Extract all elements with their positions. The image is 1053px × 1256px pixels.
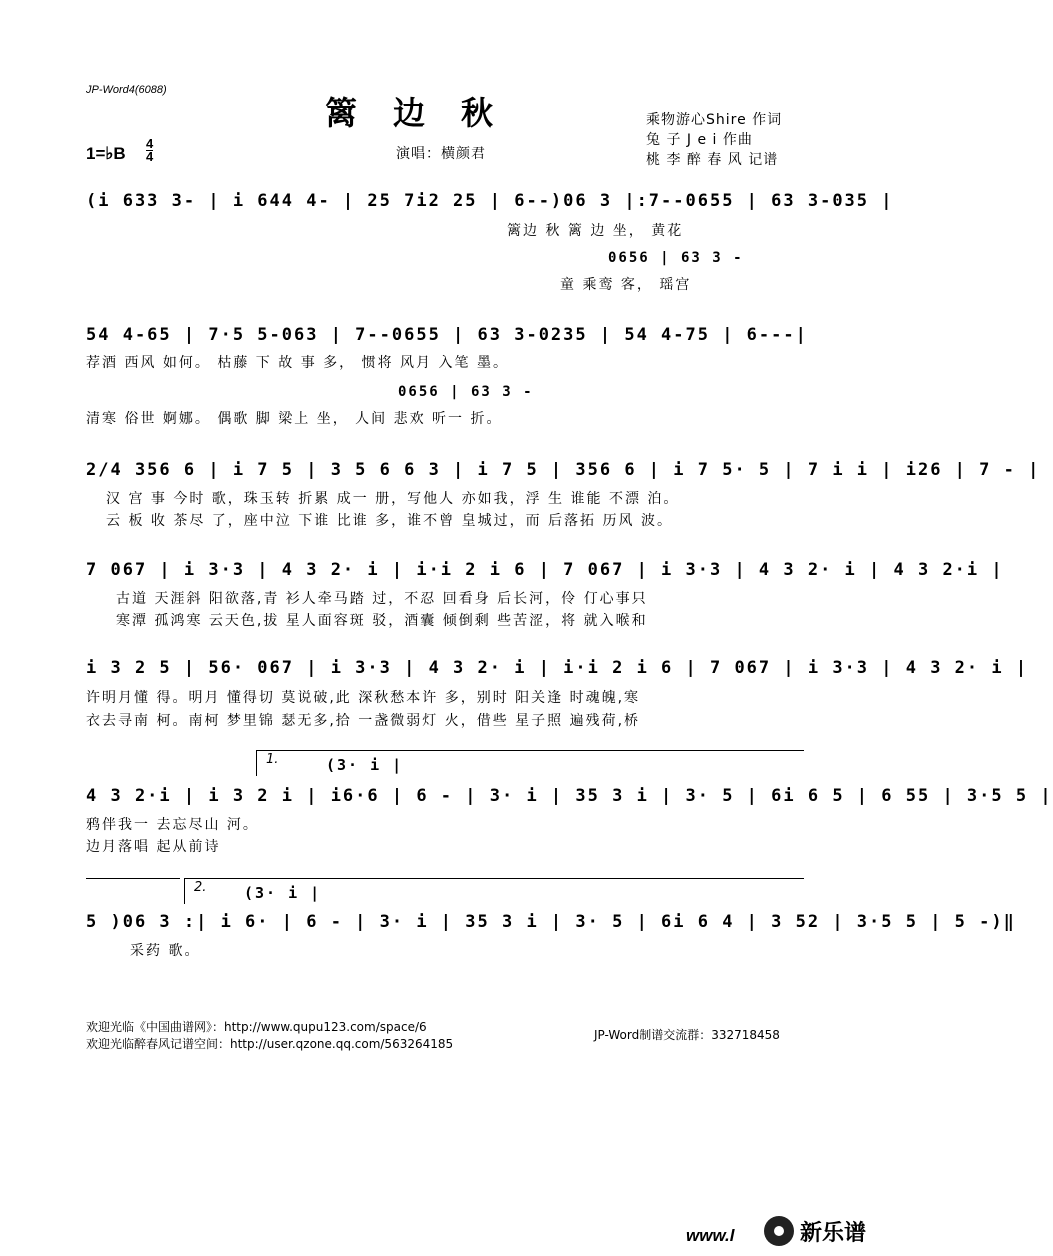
notation-row-4: 7 067 | i 3·3 | 4 3 2· i | i·i 2 i 6 | 7 067 | i 3·3 | 4 3 2· i | 4 3 2·i | (86, 560, 1004, 580)
notation-row-5: i 3 2 5 | 56· 067 | i 3·3 | 4 3 2· i | i·i 2 i 6 | 7 067 | i 3·3 | 4 3 2· i | (86, 658, 1029, 678)
volta-1-bracket (256, 750, 804, 751)
composer-credit: 兔 子 J e i 作曲 (646, 132, 753, 148)
watermark-url: www.l (686, 1226, 735, 1245)
footer-link-qupu: 欢迎光临《中国曲谱网》：http://www.qupu123.com/space/6 (86, 1020, 427, 1034)
transcriber-credit: 桃 李 醉 春 风 记谱 (646, 152, 779, 168)
time-signature (146, 138, 153, 163)
notation-row-3: 2/4 356 6 | i 7 5 | 3 5 6 6 3 | i 7 5 | 356 6 | i 7 5· 5 | 7 i i | i26 | 7 - | (86, 460, 1041, 480)
lyric-row-2-verse-1: 荐酒 西风 如何。 枯藤 下 故 事 多， 惯将 风月 入笔 墨。 (86, 355, 509, 371)
volta-2-bracket-left (184, 878, 185, 904)
lyric-row-3-verse-2: 云 板 收 茶尽 了，座中泣 下谁 比谁 多，谁不曾 皇城过，而 后落拓 历风 波。 (106, 513, 673, 529)
time-sig-top: 4 (146, 136, 154, 151)
volta-1-notes: (3· i | (326, 756, 404, 774)
singer-credit: 演唱：横颜君 (396, 146, 486, 162)
lyric-row-4-verse-1: 古道 天涯斜 阳欲落,青 衫人牵马踏 过，不忍 回看身 后长河，伶 仃心事只 (116, 591, 648, 607)
notation-row-2-alt: 0656 | 63 3 - (398, 384, 534, 400)
key-signature: 1=♭B (86, 144, 126, 163)
notation-row-6: 4 3 2·i | i 3 2 i | i6·6 | 6 - | 3· i | 35 3 i | 3· 5 | 6i 6 5 | 6 55 | 3·5 5 | (86, 786, 1053, 806)
lyric-row-4-verse-2: 寒潭 孤鸿寒 云天色,拔 星人面容斑 驳，酒囊 倾倒剩 些苦涩，将 就入喉和 (116, 613, 648, 629)
footer-link-qzone: 欢迎光临醉春风记谱空间：http://user.qzone.qq.com/563264185 (86, 1037, 454, 1051)
lyric-row-1-verse-1: 篱边 秋 篱 边 坐， 黄花 (507, 223, 684, 239)
song-title: 篱边秋 (325, 94, 530, 132)
volta-1-continuation (86, 878, 180, 879)
volta-2-bracket (184, 878, 804, 879)
lyricist-credit: 乘物游心Shire 作词 (646, 112, 783, 128)
footer-qq-group: JP-Word制谱交流群：332718458 (594, 1028, 780, 1042)
lyric-row-1-verse-2: 童 乘鸾 客， 瑶宫 (560, 277, 692, 293)
volta-2-label: 2. (194, 880, 207, 895)
volta-1-label: 1. (266, 752, 279, 767)
notation-row-1: (i 633 3- | i 644 4- | 25 7i2 25 | 6--)06 3 |:7--0655 | 63 3-035 | (86, 191, 894, 211)
volta-2-notes: (3· i | (244, 884, 322, 902)
watermark-logo (764, 1212, 880, 1250)
lyric-row-6-verse-1: 鸦伴我一 去忘尽山 河。 (86, 817, 259, 833)
lyric-row-3-verse-1: 汉 宫 事 今时 歌，珠玉转 折累 成一 册，写他人 亦如我，浮 生 谁能 不漂 泊。 (106, 491, 680, 507)
notation-row-1-alt: 0656 | 63 3 - (608, 250, 744, 266)
lyric-row-6-verse-2: 边月落唱 起从前诗 (86, 839, 221, 855)
time-sig-bottom: 4 (146, 149, 154, 164)
software-version: JP-Word4(6088) (86, 84, 167, 96)
notation-row-7: 5 )06 3 :| i 6· | 6 - | 3· i | 35 3 i | 3· 5 | 6i 6 4 | 3 52 | 3·5 5 | 5 -)‖ (86, 912, 1016, 932)
disc-icon (764, 1216, 794, 1246)
lyric-row-5-verse-1: 许明月懂 得。明月 懂得切 莫说破,此 深秋愁本许 多，别时 阳关逢 时魂魄,寒 (86, 690, 641, 706)
volta-1-bracket-left (256, 750, 257, 776)
lyric-row-7-verse-1: 采药 歌。 (130, 943, 201, 959)
notation-row-2: 54 4-65 | 7·5 5-063 | 7--0655 | 63 3-0235 | 54 4-75 | 6---| (86, 325, 808, 345)
logo-text: 新乐谱 (800, 1220, 867, 1246)
lyric-row-2-verse-2: 清寒 俗世 婀娜。 偶歌 脚 梁上 坐， 人间 悲欢 听一 折。 (86, 411, 503, 427)
lyric-row-5-verse-2: 衣去寻南 柯。南柯 梦里锦 瑟无多,拾 一盏微弱灯 火，借些 星子照 遍残荷,桥 (86, 713, 641, 729)
